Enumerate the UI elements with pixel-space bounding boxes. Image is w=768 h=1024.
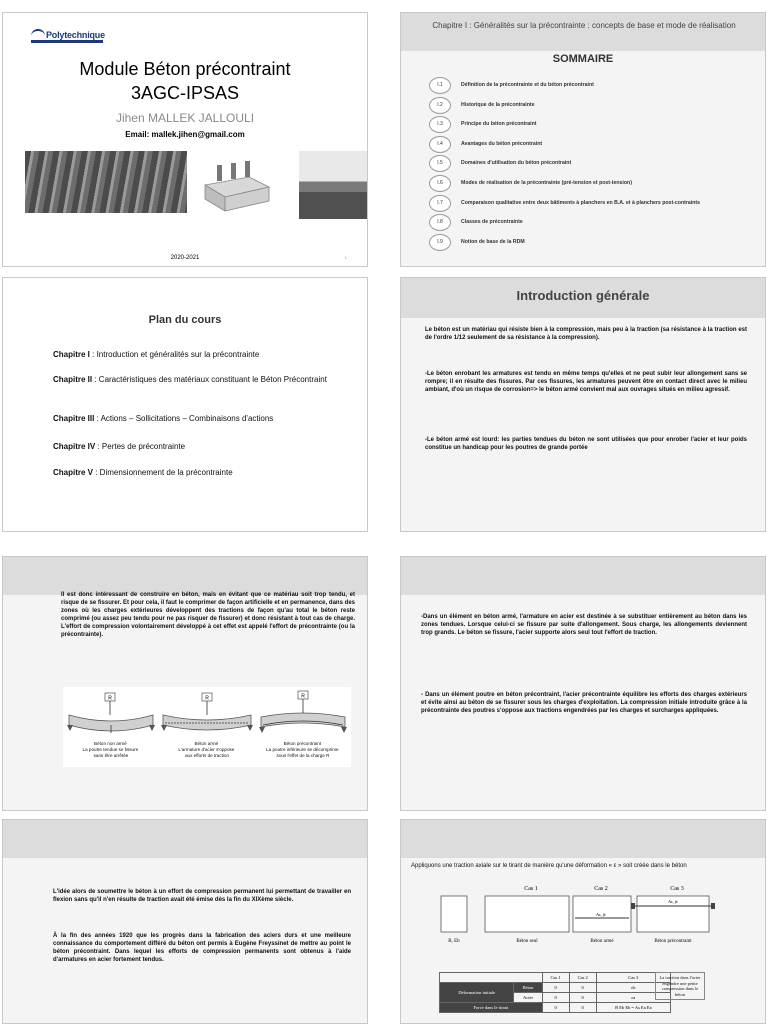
case-label: Béton armé [590, 939, 614, 944]
toc-text: Définition de la précontrainte et du béton précontraint [461, 82, 594, 88]
slide-title [2, 12, 368, 267]
header-band [401, 13, 765, 51]
chapter-label: Chapitre II [53, 375, 93, 384]
toc-text: Classes de précontrainte [461, 219, 523, 226]
load-label: R [108, 695, 112, 702]
toc-number: I.1 [429, 77, 451, 94]
toc-number: I.9 [429, 234, 451, 251]
logo-arc-icon [31, 29, 45, 37]
steel-label: As, fe [596, 912, 606, 917]
table-cell: εa [596, 993, 670, 1003]
intro-paragraph: -Le béton enrobant les armatures est tendu en même temps qu'elles et ne peut subir leur allongement sans se rompre; il en résulte des fissures. Par ces fissures, les armatures peuvent être en contact direct avec le milieu ambiant, d'où un risque de corrosion=> le béton armé convient mal aux ouvrages situés en milieu agressif. [425, 371, 747, 393]
table-cell: 0 [542, 993, 569, 1003]
intro-paragraph: -Le béton armé est lourd: les parties tendues du béton ne sont utilisées que pour enrober l'acier et leur poids constitue un handicap pour les poutres de grande portée [425, 437, 747, 451]
case-title: Cas 2 [594, 886, 608, 892]
table-header: Cas 1 [542, 973, 569, 983]
toc-text: Comparaison qualitative entre deux bâtiments à planchers en B.A. et à planchers post-contraints [461, 199, 700, 206]
slide-principle [2, 556, 368, 811]
case-title: Cas 1 [524, 886, 538, 892]
chapter-text: : Dimensionnement de la précontrainte [93, 468, 233, 477]
logo-underline [31, 40, 103, 43]
chapter-text: : Actions – Sollicitations – Combinaisons d'actions [94, 414, 274, 423]
chapter-entry [53, 350, 343, 360]
case-label: B, Eb [448, 939, 460, 944]
history-paragraph: L'idée alors de soumettre le béton à un effort de compression permanent lui permettant de travailler en flexion sans qu'il n'en résulte de traction avait été émise dès la fin du XIXème siècle. [53, 889, 351, 903]
toc-number: I.5 [429, 155, 451, 172]
chapter-label: Chapitre IV [53, 442, 96, 451]
chapter-text: : Pertes de précontrainte [95, 442, 186, 451]
table-header: Cas 2 [569, 973, 596, 983]
tirant-intro: Appliquons une traction axiale sur le tirant de manière qu'une déformation « ε » soit créée dans le béton [411, 863, 687, 869]
strands-photo [25, 151, 187, 213]
toc-text: Principe du béton précontraint [461, 121, 537, 128]
course-title: Module Béton précontraint [79, 59, 291, 79]
table-cell: Force dans le tirant [440, 1003, 543, 1013]
history-paragraph: À la fin des années 1920 que les progrès dans la fabrication des aciers durs et une meilleure connaissance du comportement différé du béton ont permis à Eugène Freyssinet de mettre au point le béton précontraint. Dans lequel les efforts de compression permanents sont obtenus à l'aide d'armatures en acier fortement tendus. [53, 933, 351, 963]
slide-tirant [400, 819, 766, 1024]
table-row [440, 983, 671, 993]
side-note: La traction dans l'acier engendre une petite compression dans le béton [655, 972, 705, 1000]
intro-paragraph: Le béton est un matériau qui résiste bien à la compression, mais peu à la traction (sa résistance à la traction est de l'ordre 1/12 seulement de sa résistance à la compression). [425, 327, 747, 341]
table-cell: εb [596, 983, 670, 993]
case-label: Béton précontraint [654, 939, 692, 944]
toc-item [429, 234, 759, 254]
author-name: Jihen MALLEK JALLOULI [115, 111, 255, 125]
academic-year: 2020-2021 [170, 255, 200, 261]
caption-precontraint: Béton précontraint La poutre inférieure se décomprime sous l'effet de la charge R [266, 741, 339, 758]
toc-text: Domaines d'utilisation du béton précontraint [461, 160, 572, 167]
slide-sommaire [400, 12, 766, 267]
chapter-entry [53, 414, 343, 424]
toc-item [429, 77, 759, 97]
toc-item [429, 195, 759, 215]
table-cell: 0 [569, 993, 596, 1003]
chapter-header: Chapitre I : Généralités sur la précontrainte : concepts de base et mode de réalisation [432, 21, 736, 30]
table-cell: Déformation initiale [440, 983, 514, 1003]
table-row [440, 973, 671, 983]
table-cell: Acier [514, 993, 542, 1003]
table-cell: 0 [569, 1003, 596, 1013]
toc-list [429, 77, 759, 253]
toc-item [429, 214, 759, 234]
toc-item [429, 116, 759, 136]
toc-item [429, 136, 759, 156]
table-cell: 0 [542, 983, 569, 993]
header-band [401, 820, 765, 858]
bridge-photo [299, 151, 367, 219]
toc-number: I.8 [429, 214, 451, 231]
author-email: Email: mallek.jihen@gmail.com [125, 130, 245, 139]
slide-comparison [400, 556, 766, 811]
sommaire-title: SOMMAIRE [552, 53, 614, 65]
caption-arme: Béton armé L'armature d'acier s'oppose aux efforts de traction [178, 741, 235, 758]
case-label: Béton seul [516, 939, 538, 944]
intro-title: Introduction générale [516, 288, 650, 303]
toc-number: I.4 [429, 136, 451, 153]
chapter-entry [53, 375, 343, 385]
table-row [440, 1003, 671, 1013]
chapter-label: Chapitre III [53, 414, 95, 423]
chapter-text: : Caractéristiques des matériaux constituant le Béton Précontraint [92, 375, 327, 384]
case-title: Cas 3 [670, 886, 684, 892]
comparison-paragraph: -Dans un élément en béton armé, l'armature en acier est destinée à se substituer entièrement au béton dans les zones tendues. Lorsque celui-ci se fissure par suite d'allongement. Sous charge, les allongements deviennent trop grands. Le béton se fissure, l'acier supporte alors seul tout l'effort de traction. [421, 614, 747, 636]
toc-text: Modes de réalisation de la précontrainte (pré-tension et post-tension) [461, 179, 632, 186]
chapter-text: : Introduction et généralités sur la précontrainte [89, 350, 260, 359]
principle-paragraph: Il est donc intéressant de construire en béton, mais en évitant que ce matériau soit trop tendu, et risque de se fissurer. Et pour cela, il faut le comprimer de façon artificielle et en permanence, dans des zones où les charges extérieures développent des tractions de façon qu'au total le béton reste comprimé (ou assez peu tendu pour ne pas risquer de fissurer) et donc résistant à tout cas de charge. L'effort de compression volontairement développé à cet effet est appelé l'effort de précontrainte (ou la précontrainte). [61, 592, 355, 638]
table-header [440, 973, 543, 983]
toc-text: Historique de la précontrainte [461, 101, 535, 108]
table-header: Cas 3 [596, 973, 670, 983]
chapter-label: Chapitre I [53, 350, 90, 359]
course-code: 3AGC-IPSAS [130, 83, 240, 103]
slide-introduction [400, 277, 766, 532]
toc-number: I.2 [429, 97, 451, 114]
chapter-entry [53, 442, 343, 452]
header-band [401, 557, 765, 595]
toc-number: I.6 [429, 175, 451, 192]
toc-text: Notion de base de la RDM [461, 238, 525, 245]
load-label: R [301, 693, 305, 700]
beam-comparison-figure [63, 687, 351, 767]
toc-number: I.3 [429, 116, 451, 133]
toc-number: I.7 [429, 195, 451, 212]
anchor-block-icon [199, 155, 273, 215]
chapter-entry [53, 468, 343, 478]
chapter-label: Chapitre V [53, 468, 94, 477]
deformation-table [439, 972, 671, 1013]
plan-title: Plan du cours [148, 314, 222, 326]
header-band [3, 557, 367, 595]
slide-number: 1 [344, 255, 347, 260]
toc-item [429, 175, 759, 195]
toc-text: Avantages du béton précontraint [461, 140, 543, 147]
tirant-cases-figure [431, 876, 741, 956]
table-cell: Béton [514, 983, 542, 993]
logo-text: Polytechnique [46, 30, 105, 40]
steel-label: As, fe [668, 899, 678, 904]
table-cell: B Eb Eb = As Ea Ea [596, 1003, 670, 1013]
polytechnique-logo [31, 29, 105, 40]
toc-item [429, 97, 759, 117]
toc-item [429, 155, 759, 175]
comparison-paragraph: - Dans un élément poutre en béton précontraint, l'acier précontrainte équilibre les efforts des charges extérieurs et évite ainsi au béton de se fissurer sous les charges d'exploitation. La compression initiale introduite grâce à la précontrainte des poutres s'oppose aux tractions engendrées par les charges et surcharges appliquées. [421, 692, 747, 714]
slide-plan [2, 277, 368, 532]
header-band [3, 820, 367, 858]
table-cell: 0 [542, 1003, 569, 1013]
caption-non-arme: Béton non armé La poutre tendue se fissure sans être arrêtée [82, 741, 139, 758]
load-label: R [205, 695, 209, 702]
slide-history [2, 819, 368, 1024]
table-cell: 0 [569, 983, 596, 993]
